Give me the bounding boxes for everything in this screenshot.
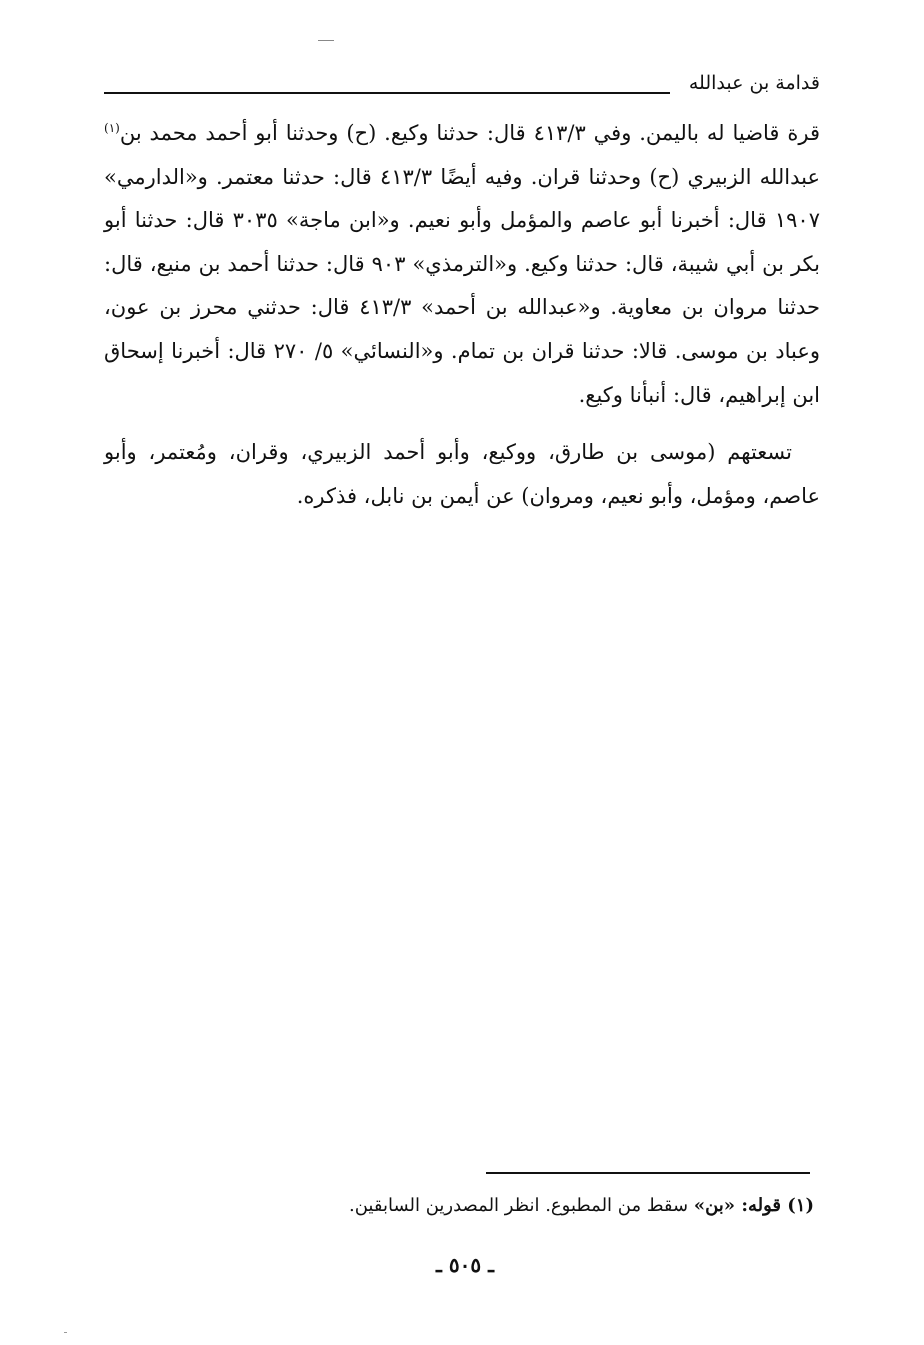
page-header [104, 70, 820, 102]
running-title: قدامة بن عبدالله [688, 72, 820, 94]
footnote-reference: (١) [104, 121, 120, 135]
main-text [104, 112, 820, 518]
page-number: ـ ٥٠٥ ـ [436, 1253, 494, 1277]
footnote-rule [486, 1172, 810, 1174]
footnote-label: (١) قوله: «بن» [693, 1195, 814, 1216]
footnote [104, 1192, 814, 1220]
scan-mark-corner [64, 1332, 67, 1333]
footnote-text: سقط من المطبوع. انظر المصدرين السابقين. [348, 1195, 694, 1216]
paragraph-1-part-a: قرة قاضيا له باليمن. وفي ٤١٣/٣ قال: حدثنا وكيع. (ح) وحدثنا أبو أحمد محمد بن [119, 121, 820, 145]
header-rule [104, 92, 670, 94]
paragraph-2: تسعتهم (موسى بن طارق، ووكيع، وأبو أحمد الزبيري، وقران، ومُعتمر، وأبو عاصم، ومؤمل، وأبو نعيم، ومروان) عن أيمن بن نابل، فذكره. [104, 440, 820, 508]
scan-mark [318, 40, 334, 41]
paragraph-1 [104, 112, 820, 417]
paragraph-1-part-b: عبدالله الزبيري (ح) وحدثنا قران. وفيه أيضًا ٤١٣/٣ قال: حدثنا معتمر. و«الدارمي» ١٩٠٧ قال: أخبرنا أبو عاصم والمؤمل وأبو نعيم. و«ابن ماجة» ٣٠٣٥ قال: حدثنا أبو بكر بن أبي شيبة، قال: حدثنا وكيع. و«الترمذي» ٩٠٣ قال: حدثنا أحمد بن منيع، قال: حدثنا مروان بن معاوية. و«عبدالله بن أحمد» ٤١٣/٣ قال: حدثني محرز بن عون، وعباد بن موسى. قالا: حدثنا قران بن تمام. و«النسائي» ٥/ ٢٧٠ قال: أخبرنا إسحاق ابن إبراهيم، قال: أنبأنا وكيع. [104, 164, 821, 407]
